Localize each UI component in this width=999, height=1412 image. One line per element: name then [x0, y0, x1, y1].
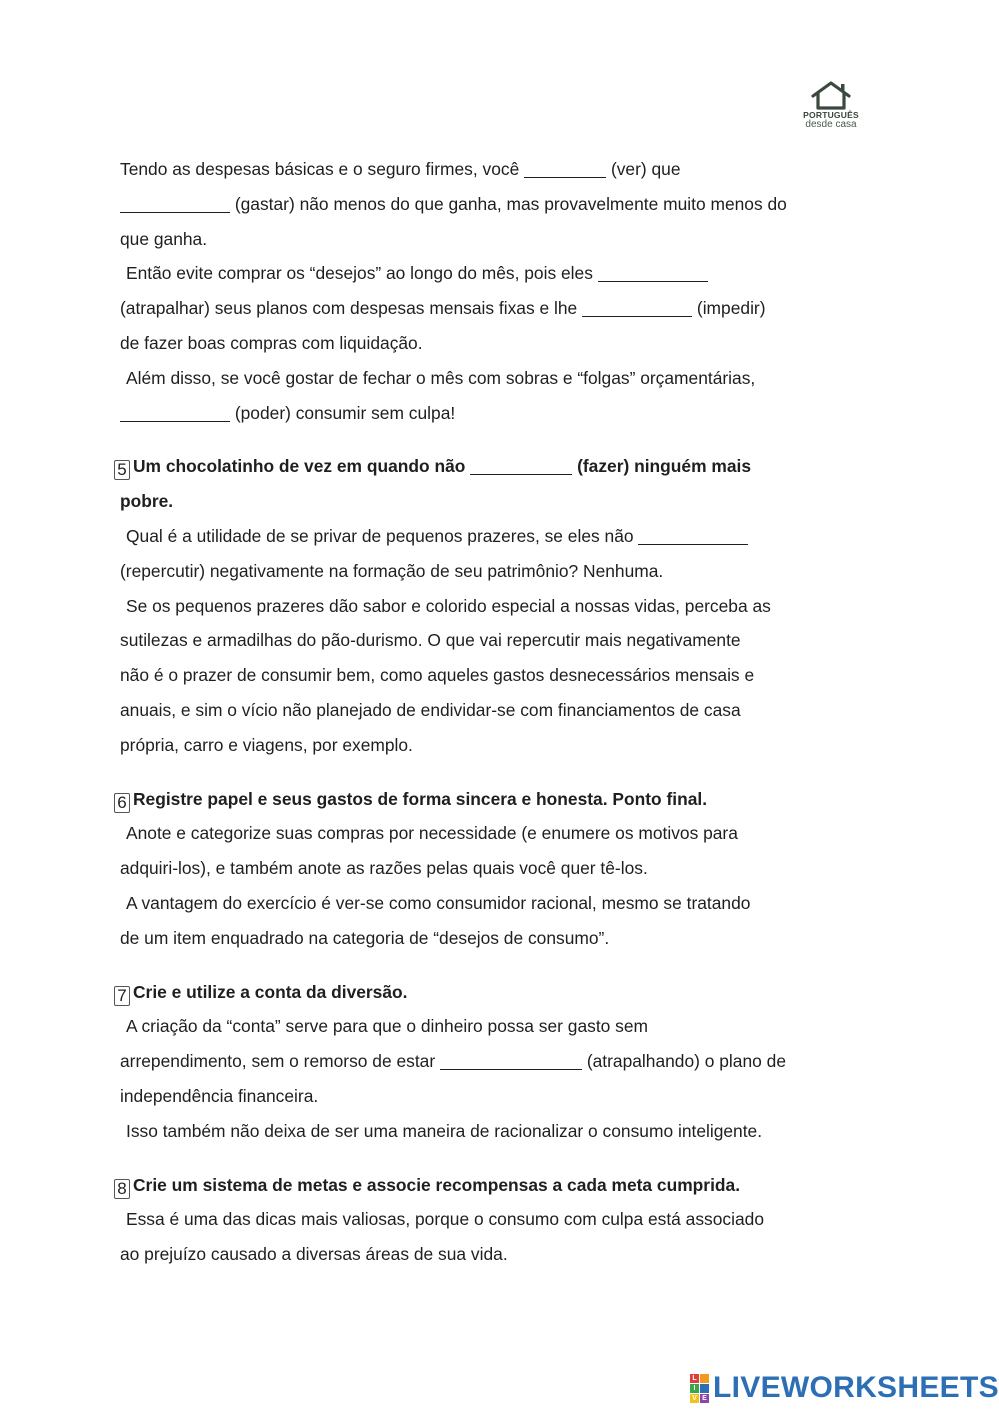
tip-number-badge: 7: [114, 986, 130, 1006]
text-line: [120, 152, 890, 187]
text: Qual é a utilidade de se privar de pequenos prazeres, se eles não: [126, 525, 634, 546]
text-line: (repercutir) negativamente na formação de seu patrimônio? Nenhuma.: [120, 560, 664, 581]
text-line: [120, 396, 890, 431]
tip-number-badge: 5: [114, 460, 130, 480]
liveworksheets-icon: L I V E: [690, 1374, 709, 1403]
portugues-desde-casa-logo: [798, 80, 864, 136]
text-line: Essa é uma das dicas mais valiosas, porque o consumo com culpa está associado: [126, 1209, 764, 1230]
logo-line-2: desde casa: [805, 119, 857, 130]
text-line: Se os pequenos prazeres dão sabor e colorido especial a nossas vidas, perceba as: [126, 595, 771, 616]
text-line: [120, 291, 890, 326]
text-line: [120, 1044, 890, 1079]
text: (fazer) ninguém mais: [577, 456, 752, 477]
text: Crie um sistema de metas e associe recompensas a cada meta cumprida.: [133, 1174, 741, 1195]
text: Então evite comprar os “desejos” ao longo do mês, pois eles: [126, 263, 593, 284]
text: (ver) que: [610, 159, 681, 179]
text: Crie e utilize a conta da diversão.: [133, 981, 408, 1002]
worksheet-body: [117, 152, 890, 1272]
text-line: de fazer boas compras com liquidação.: [120, 332, 423, 353]
text-line: própria, carro e viagens, por exemplo.: [120, 734, 413, 755]
text: Um chocolatinho de vez em quando não: [133, 456, 466, 477]
text-line: anuais, e sim o vício não planejado de endividar-se com financiamentos de casa: [120, 699, 741, 720]
text: Tendo as despesas básicas e o seguro firmes, você: [120, 159, 520, 179]
brand-name: LIVEWORKSHEETS: [713, 1371, 999, 1404]
tip-number-badge: 6: [114, 793, 130, 813]
text-line: que ganha.: [120, 228, 208, 249]
text-line: de um item enquadrado na categoria de “desejos de consumo”.: [120, 927, 610, 948]
text-line: independência financeira.: [120, 1085, 319, 1106]
text: Registre papel e seus gastos de forma sincera e honesta. Ponto final.: [133, 788, 708, 809]
tip-heading: [117, 975, 890, 1010]
logo-line-1: PORTUGUÊS: [803, 110, 859, 120]
text: (impedir): [696, 298, 766, 319]
text-line: ao prejuízo causado a diversas áreas de sua vida.: [120, 1244, 508, 1265]
liveworksheets-brand: [690, 1373, 999, 1403]
tip-heading-cont: pobre.: [120, 491, 174, 512]
text-line: Isso também não deixa de ser uma maneira de racionalizar o consumo inteligente.: [126, 1120, 763, 1141]
text: (atrapalhando) o plano de: [586, 1051, 786, 1072]
text-line: [120, 187, 890, 222]
text: (poder) consumir sem culpa!: [234, 402, 456, 423]
text-line: A criação da “conta” serve para que o dinheiro possa ser gasto sem: [126, 1016, 649, 1037]
answer-blank-poder[interactable]: [120, 403, 230, 422]
text: arrependimento, sem o remorso de estar: [120, 1051, 436, 1072]
tip-heading: [117, 449, 890, 484]
answer-blank-ver[interactable]: [524, 159, 606, 178]
answer-blank-atrapalhar[interactable]: [598, 263, 708, 282]
text-line: adquiri-los), e também anote as razões pelas quais você quer tê-los.: [120, 858, 648, 879]
tip-heading: [117, 1168, 890, 1203]
answer-blank-atrapalhando[interactable]: [440, 1051, 582, 1070]
tip-heading: [117, 782, 890, 817]
house-icon: [809, 80, 853, 110]
answer-blank-impedir[interactable]: [582, 298, 692, 317]
answer-blank-repercutir[interactable]: [638, 526, 748, 545]
answer-blank-fazer[interactable]: [470, 456, 572, 475]
text-line: [120, 519, 890, 554]
text-line: A vantagem do exercício é ver-se como consumidor racional, mesmo se tratando: [126, 892, 751, 913]
answer-blank-gastar[interactable]: [120, 194, 230, 213]
text: (gastar) não menos do que ganha, mas provavelmente muito menos do: [234, 193, 787, 214]
text-line: sutilezas e armadilhas do pão-durismo. O que vai repercutir mais negativamente: [120, 630, 741, 651]
text-line: [120, 256, 890, 291]
text-line: Anote e categorize suas compras por necessidade (e enumere os motivos para: [126, 823, 738, 844]
text-line: não é o prazer de consumir bem, como aqueles gastos desnecessários mensais e: [120, 665, 755, 686]
tip-number-badge: 8: [114, 1179, 130, 1199]
text: (atrapalhar) seus planos com despesas mensais fixas e lhe: [120, 298, 578, 319]
text-line: Além disso, se você gostar de fechar o mês com sobras e “folgas” orçamentárias,: [126, 367, 756, 388]
